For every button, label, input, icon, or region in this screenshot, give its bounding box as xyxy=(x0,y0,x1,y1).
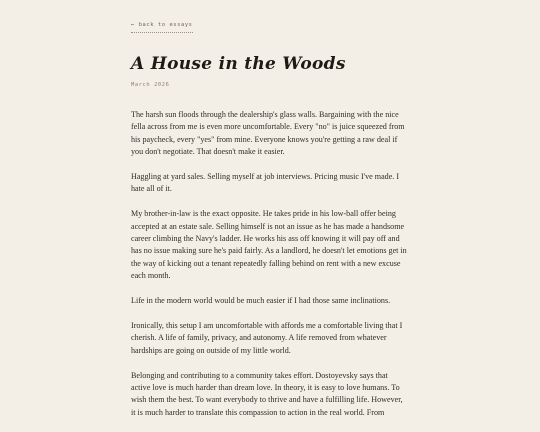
paragraph: Life in the modern world would be much easier if I had those same inclinations. xyxy=(131,295,391,305)
paragraph: Belonging and contributing to a community takes effort. Dostoyevsky says that active love is much harder than dream love. In theory, it is easy to love humans. To wish them the best. To want everybody to thrive and have a fulfilling life. However, it is much harder to translate this compassion to action in the real world. From xyxy=(131,370,403,417)
publish-date: March 2026 xyxy=(131,82,170,88)
article-body xyxy=(131,109,407,432)
paragraph: Haggling at yard sales. Selling myself at job interviews. Pricing music I've made. I hate all of it. xyxy=(131,171,400,194)
page-title: A House in the Woods xyxy=(131,54,346,74)
paragraph: My brother-in-law is the exact opposite. He takes pride in his low-ball offer being accepted at an estate sale. Selling himself is not an issue as he has made a handsome career climbing the Navy's ladder. He works his ass off knowing it will pay off and has no issue making sure he's paid fairly. As a landlord, he doesn't let emotions get in the way of kicking out a tenant repeatedly falling behind on rent with a new excuse each month. xyxy=(131,209,407,280)
paragraph: The harsh sun floods through the dealership's glass walls. Bargaining with the nice fella across from me is even more uncomfortable. Every "no" is juice squeezed from his paycheck, every "yes" from mine. Everyone knows you're getting a raw deal if you don't negotiate. That doesn't make it easier. xyxy=(131,110,405,156)
paragraph: Ironically, this setup I am uncomfortable with affords me a comfortable living that I cherish. A life of family, privacy, and autonomy. A life removed from whatever hardships are going on outside of my little world. xyxy=(131,321,403,355)
back-to-essays-link[interactable]: ← back to essays xyxy=(131,22,193,33)
